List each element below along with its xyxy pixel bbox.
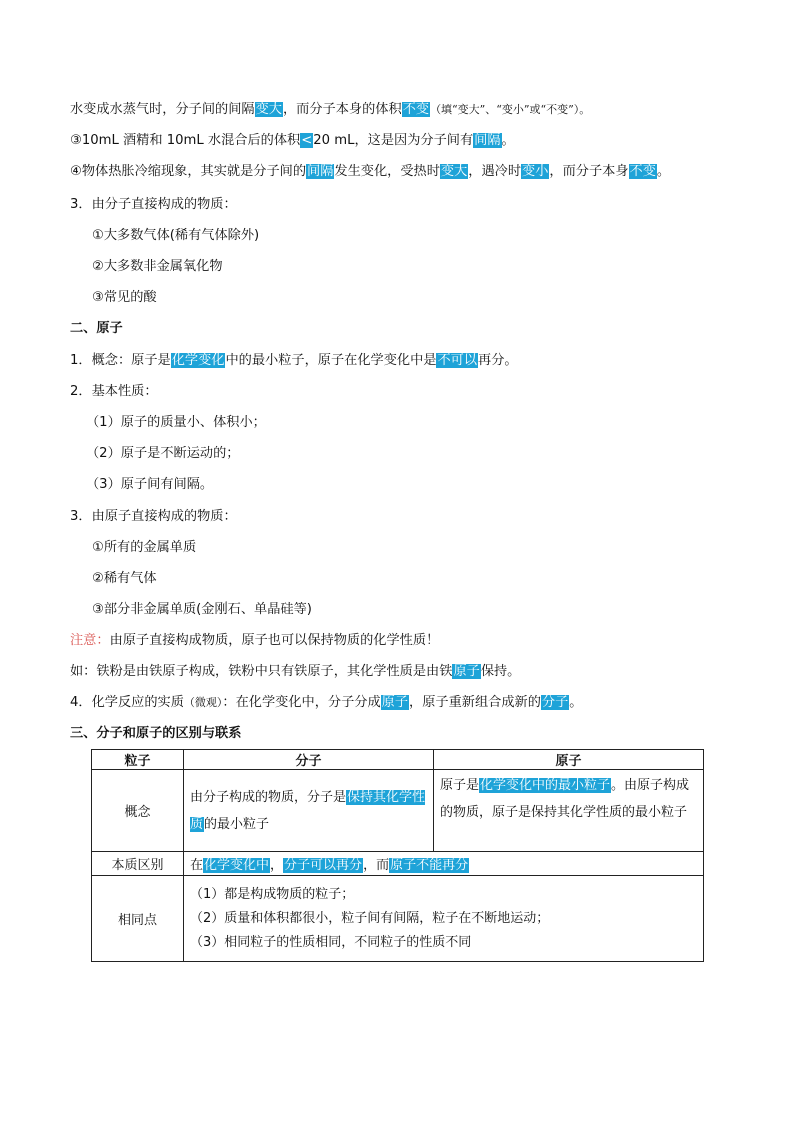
- row-label: 概念: [92, 770, 184, 852]
- text: ，而: [363, 858, 390, 873]
- text: （微观）: [183, 696, 223, 709]
- answer-blank: 变大: [255, 102, 282, 117]
- list-item: （1）都是构成物质的粒子；: [190, 886, 355, 902]
- molecule-substances-title: 3．由分子直接构成的物质：: [70, 197, 237, 212]
- list-item: ③常见的酸: [92, 290, 157, 305]
- text: ④物体热胀冷缩现象，其实就是分子间的: [70, 164, 307, 179]
- table-row: [92, 852, 704, 876]
- text: 发生变化，受热时: [334, 164, 440, 179]
- answer-blank: 间隔: [307, 164, 334, 179]
- text: 水变成水蒸气时，分子间的间隔: [70, 102, 255, 117]
- list-item: ①大多数气体(稀有气体除外): [92, 228, 260, 243]
- row-label: 本质区别: [92, 852, 184, 876]
- text: 如：铁粉是由铁原子构成，铁粉中只有铁原子，其化学性质是由铁: [70, 664, 453, 679]
- section-heading-atom: 二、原子: [70, 321, 123, 336]
- text: 由原子直接构成物质，原子也可以保持物质的化学性质！: [109, 633, 440, 648]
- text: 中的最小粒子，原子在化学变化中是: [225, 353, 437, 368]
- section-heading-compare: 三、分子和原子的区别与联系: [70, 726, 242, 741]
- text: ，而分子本身的体积: [283, 102, 402, 117]
- answer-blank: 原子不能再分: [390, 858, 469, 873]
- table-header-row: [92, 750, 704, 770]
- answer-blank: <: [301, 133, 313, 148]
- table-header: 分子: [184, 750, 434, 770]
- answer-blank: 分子: [541, 695, 569, 710]
- list-item: ②大多数非金属氧化物: [92, 259, 223, 274]
- answer-blank: 变小: [522, 164, 549, 179]
- reaction-essence-line: [70, 693, 582, 713]
- atom-props-title: 2．基本性质：: [70, 384, 158, 399]
- list-item: （3）原子间有间隔。: [86, 477, 214, 492]
- atom-substances-title: 3．由原子直接构成的物质：: [70, 509, 237, 524]
- text: ：在化学变化中，分子分成: [222, 695, 381, 710]
- answer-blank: 化学变化中: [204, 858, 270, 873]
- text: 。由原子构成的物质，原子是保持其化学性质的最小粒子: [440, 778, 690, 820]
- molecule-spacing-line: [70, 100, 590, 120]
- iron-example-line: [70, 662, 520, 682]
- note-label: 注意：: [70, 633, 110, 648]
- answer-blank: 保持其化学性质: [190, 789, 426, 832]
- text: ③10mL 酒精和 10mL 水混合后的体积: [70, 133, 301, 148]
- essence-cell: [184, 852, 704, 876]
- atom-concept-cell: [434, 770, 704, 852]
- list-item: （1）原子的质量小、体积小；: [86, 415, 266, 430]
- answer-blank: 变大: [440, 164, 468, 179]
- list-item: ①所有的金属单质: [92, 540, 197, 555]
- text: 20 mL，这是因为分子间有: [313, 133, 474, 148]
- text: 4．化学反应的实质: [70, 695, 184, 710]
- list-item: ②稀有气体: [92, 571, 157, 586]
- text: 。: [501, 133, 515, 148]
- text: ，: [270, 858, 284, 873]
- table-header: 原子: [434, 750, 704, 770]
- answer-blank: 原子: [453, 664, 480, 679]
- comparison-table: [91, 749, 704, 962]
- text: ，原子重新组合成新的: [409, 695, 541, 710]
- text: ，而分子本身: [549, 164, 629, 179]
- text: 保持。: [480, 664, 521, 679]
- fill-hint: （填“变大”、“变小”或“不变”）。: [430, 103, 591, 116]
- thermal-expansion-line: [70, 162, 670, 182]
- text: 。: [569, 695, 583, 710]
- text: 1．概念：原子是: [70, 353, 171, 368]
- list-item: （2）质量和体积都很小，粒子间有间隔，粒子在不断地运动；: [190, 910, 550, 926]
- answer-blank: 原子: [381, 695, 409, 710]
- molecule-concept-cell: [184, 770, 434, 852]
- answer-blank: 化学变化: [171, 353, 225, 368]
- atom-concept-line: [70, 351, 518, 371]
- list-item: ③部分非金属单质(金刚石、单晶硅等): [92, 602, 312, 617]
- text: ，遇冷时: [468, 164, 522, 179]
- text: 在: [190, 858, 204, 873]
- table-header: 粒子: [92, 750, 184, 770]
- table-row: [92, 876, 704, 962]
- text: 再分。: [478, 353, 518, 368]
- answer-blank: 不变: [402, 102, 430, 117]
- text: 的最小粒子: [204, 816, 270, 832]
- table-row: [92, 770, 704, 852]
- same-points-cell: [184, 876, 704, 962]
- note-line: [70, 631, 439, 651]
- answer-blank: 分子可以再分: [284, 858, 363, 873]
- alcohol-water-line: [70, 131, 515, 151]
- answer-blank: 化学变化中的最小粒子: [480, 778, 611, 793]
- text: 。: [656, 164, 671, 179]
- row-label: 相同点: [92, 876, 184, 962]
- answer-blank: 不可以: [437, 353, 478, 368]
- text: 由分子构成的物质，分子是: [190, 789, 347, 805]
- list-item: （3）相同粒子的性质相同，不同粒子的性质不同: [190, 934, 472, 950]
- answer-blank: 间隔: [474, 133, 501, 148]
- answer-blank: 不变: [629, 164, 656, 179]
- list-item: （2）原子是不断运动的；: [86, 446, 240, 461]
- text: 原子是: [440, 778, 480, 793]
